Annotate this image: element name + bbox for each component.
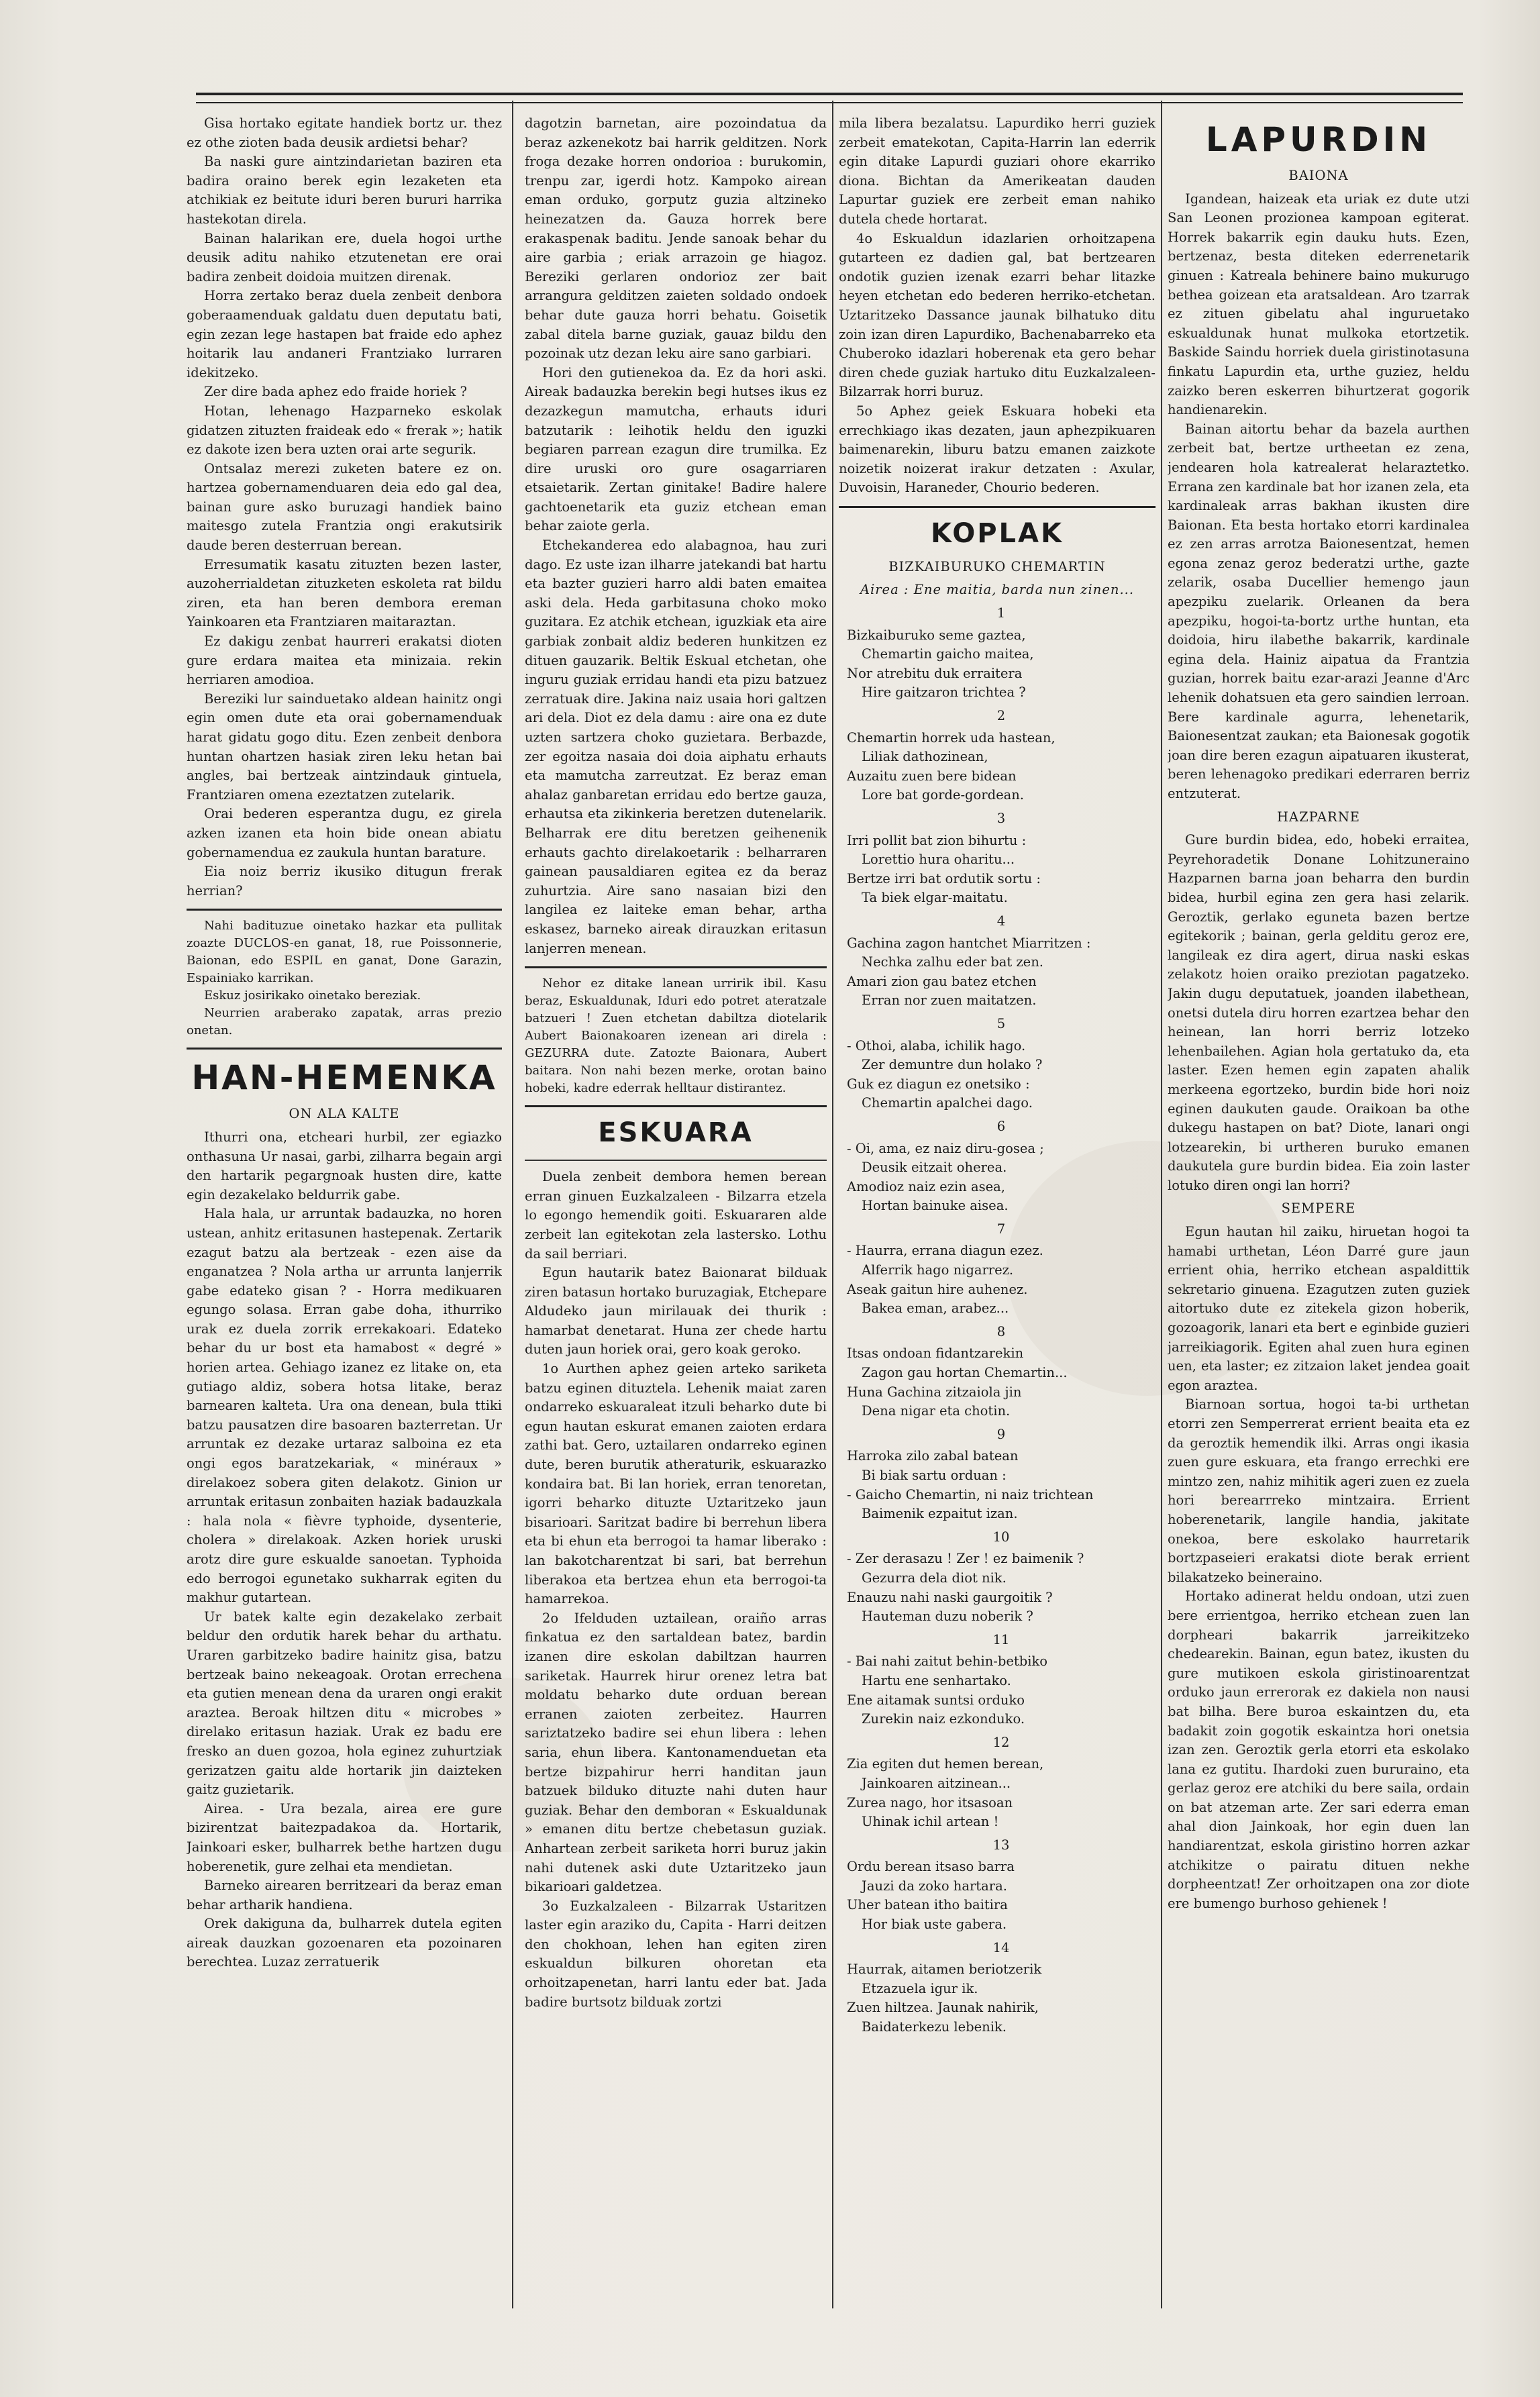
section-rule (187, 1048, 502, 1050)
paragraph: 5o Aphez geiek Eskuara hobeki eta errechkiago ikas dezaten, jaun aphezpikuaren baimenarekin, liburu batzu emanen zaizkote noizetik noizerat irakur detzaten : Axular, Duvoisin, Haraneder, Chourio bederen. (839, 403, 1156, 496)
stanza-number: 11 (992, 1631, 1010, 1647)
paragraph: Hotan, lehenago Hazparneko eskolak gidatzen zituzten fraideak edo « frerak »; hatik ez dakote izen bera uzten orai arte segurik. (187, 403, 502, 458)
verse-line: Zurea nago, hor itsasoan (847, 1794, 1013, 1810)
paragraph: Eia noiz berriz ikusiko ditugun frerak herrian? (187, 864, 502, 899)
song-title: BIZKAIBURUKO CHEMARTIN (888, 558, 1106, 574)
column-2 (525, 114, 827, 2329)
paragraph: Gisa hortako egitate handiek bortz ur. thez ez othe zioten bada deusik ardietsi behar? (187, 115, 502, 150)
verse-line: Guk ez diagun ez onetsiko : (847, 1076, 1030, 1092)
paragraph: Duela zenbeit dembora hemen berean erran ginuen Euzkalzaleen - Bilzarra etzela lo egongo hemendik goiti. Eskuararen alde zerbeit lan egitekotan zela lastersko. Lothu da sail berriari. (525, 1169, 827, 1262)
paragraph: Biarnoan sortua, hogoi ta-bi urthetan etorri zen Semperrerat errient beaita eta ez da geroztik hemendik ilki. Arras ongi ikasia zuen gure eskuara, eta frango errechki ere mintzo zen, nahiz mihitik ageri zuen ez zuela hori berearrreko mintzaira. Errient hoberenetarik, langile handia, jakitate onekoa, bere eskolako haurretarik bortzpaseieri erakatsi diote berak errient bilakatzeko beineraino. (1168, 1396, 1470, 1585)
stanza-number: 14 (992, 1939, 1010, 1955)
verse-line: Liliak dathozinean, (862, 749, 988, 765)
paragraph: Erresumatik kasatu zituzten bezen laster, auzoherrialdetan zituzketen eskoleta rat bildu ziren, eta han beren dembora ereman Yainkoaren eta Frantziaren maitaraztan. (187, 556, 502, 630)
verse-line: Zurekin naiz ezkonduko. (862, 1711, 1025, 1727)
paragraph: Barneko airearen berritzeari da beraz eman behar artharik handiena. (187, 1878, 502, 1912)
verse-line: Gachina zagon hantchet Miarritzen : (847, 935, 1091, 951)
paragraph: Ba naski gure aintzindarietan baziren eta badira oraino berek egin lezaketen eta atchikiak ez beitute iduri beren bururi harrika hastekotan direla. (187, 154, 502, 227)
verse-line: Ene aitamak suntsi orduko (847, 1692, 1025, 1708)
stanza-number: 4 (996, 913, 1006, 929)
verse-line: Huna Gachina zitzaiola jin (847, 1384, 1022, 1400)
verse-line: Hire gaitzaron trichtea ? (862, 684, 1026, 701)
section-title-koplak: KOPLAK (931, 517, 1064, 549)
ad-line: Neurrien araberako zapatak, arras prezio onetan. (187, 1006, 502, 1038)
ad-line: Eskuz josirikako oinetako bereziak. (204, 988, 421, 1003)
section-rule (839, 506, 1156, 508)
verse-line: Aseak gaitun hire auhenez. (847, 1281, 1028, 1297)
advertisement: Nehor ez ditake lanean urririk ibil. Kasu beraz, Eskualdunak, Iduri edo potret ateratzale batzueri ! Zuen etchetan dabiltza diotelarik Aubert Baionakoaren izenean ari direla : GEZURRA dute. Zatozte Baionara, Aubert baitara. Non nahi bezen merke, orotan baino hobeki, kadre ederrak helltaur distirantez. (525, 976, 827, 1096)
stanza-number: 13 (992, 1837, 1010, 1853)
column-divider (832, 101, 833, 2308)
verse-line: Lorettio hura oharitu... (862, 852, 1015, 868)
verse-line: Chemartin apalchei dago. (862, 1095, 1033, 1111)
paragraph: Bainan aitortu behar da bazela aurthen zerbeit bat, bertze urtheetan ez zena, jendearen hola katrealerat helaraztetko. Errana zen kardinale bat hor izanen zela, eta kardinaleak arras bakhan ikusten dire Baionan. Eta besta hortako etorri kardinalea ez zen arras arrotza Baionesentzat, hemen egona zenaz geroz bederatzi urthe, gazte zelarik, osaba Ducellier hemengo jaun apezpiku zuelarik. Orleanen da bera apezpiku, hogoi-ta-bortz urthe huntan, eta doidoia, hiru ilabethe bakarrik, kardinale egina dela. Hainiz aipatua da Frantzia guzian, horrek baitu ezar-arazi Jeanne d'Arc lehenik dohatsuen eta gero saindien lerroan. Bere kardinale agurra, lehenetarik, Baionesentzat zaukan; eta Baionesak gogotik joan dire beren ezagun aipatuaren ikusterat, beren lehenagoko predikari ederraren berriz entzuterat. (1168, 421, 1470, 801)
stanza-number: 7 (996, 1221, 1006, 1237)
paragraph: Egun hautarik batez Baionarat bilduak ziren batasun hortako buruzagiak, Etchepare Aldudeko jaun mirilauak dei thurik : hamarbat denetarat. Huna zer chede hartu duten jaun horiek orai, gero koak geroko. (525, 1265, 827, 1358)
verse-line: Zer demuntre dun holako ? (862, 1057, 1043, 1073)
verse-line: Deusik eitzait oherea. (862, 1160, 1007, 1176)
verse-line: Jainkoaren aitzinean... (862, 1775, 1011, 1791)
verse-line: Auzaitu zuen bere bidean (847, 768, 1017, 784)
section-rule (525, 1105, 827, 1107)
verse-line: Hor biak uste gabera. (862, 1917, 1007, 1933)
paragraph: Etchekanderea edo alabagnoa, hau zuri dago. Ez uste izan ilharre jatekandi bat hartu eta bazter guzieri harro aldi baten emaitea aski dela. Heda garbitasuna choko moko guzitara. Ez atchik etchean, iguzkiak eta aire garbiak zonbait aldiz bederen hunkitzen ez dituen gauzarik. Beltik Eskual etchetan, ohe inguru guziak erridau handi eta pizu batzuez zerratuak dire. Jakina naiz usaia hori galtzen ari dela. Diot ez dela damu : aire ona ez dute uzten sartzera choko guzietara. Berbazde, zer egoitza nasaia doi doia aiphatu erhauts eta mamutcha zarreutzat. Ez beraz eman ahalaz ganbaretan erridau edo bertze gauza, erhautsa eta zikinkeria beretzen dutenelarik. Belharrak ere ditu beretzen geihenenik erhauts gachto direlakoetarik : belharraren gainean pausaldiaren egitea ez da beraz zuhurtzia. Aire sano nasaian bizi den langilea ez laiteke eman behar, artha eskasez, barneko aireak dirauzkan eritasun lanjerren menean. (525, 538, 827, 956)
top-rule (196, 93, 1463, 103)
verse-line: - Zer derasazu ! Zer ! ez baimenik ? (847, 1551, 1084, 1567)
stanza-number: 1 (996, 605, 1006, 621)
verse-line: Bi biak sartu orduan : (862, 1468, 1007, 1483)
verse-line: Enauzu nahi naski gaurgoitik ? (847, 1589, 1053, 1605)
verse-line: Zia egiten dut hemen berean, (847, 1756, 1044, 1772)
section-rule (525, 1160, 827, 1161)
verse-line: Dena nigar eta chotin. (862, 1403, 1011, 1419)
column-1 (187, 114, 502, 2329)
verse-line: Uhinak ichil artean ! (862, 1814, 999, 1830)
section-rule (187, 909, 502, 911)
paragraph: dagotzin barnetan, aire pozoindatua da beraz azkenekotz bai harrik gelditzen. Nork froga dezake horren ondorioa : burukomin, trenpu zar, igerdi hotz. Kampoko airean eman orduko, gorputz guzia altzineko heinezatzen da. Gauza horrek bere erakaspenak baditu. Jende sanoak behar du aire garbia ; eriak arrazoin ge hiagoz. Bereziki gerlaren ondorioz zer bait arrangura gelditzen zaieten soldado ondoek behar dute gauza horri behatu. Goisetik zabal ditela barne guziak, gauaz bildu den pozoinak utz dezan leku aire sano garbiari. (525, 115, 827, 362)
verse-line: Nor atrebitu duk erraitera (847, 665, 1023, 681)
verse-line: Bertze irri bat ordutik sortu : (847, 870, 1041, 886)
verse-line: Hartu ene senhartako. (862, 1672, 1011, 1688)
verse-line: Uher batean itho baitira (847, 1897, 1008, 1913)
verse-line: - Bai nahi zaitut behin-betbiko (847, 1653, 1048, 1670)
paragraph: Orek dakiguna da, bulharrek dutela egiten aireak dauzkan gozoenaren eta pozoinaren berechtea. Luzaz zerratuerik (187, 1916, 502, 1970)
verse-line: Nechka zalhu eder bat zen. (862, 954, 1043, 970)
verse-line: Hauteman duzu noberik ? (862, 1609, 1033, 1625)
column-divider (512, 101, 513, 2308)
verse-line: - Gaicho Chemartin, ni naiz trichtean (847, 1486, 1094, 1502)
verse-line: Ordu berean itsaso barra (847, 1859, 1015, 1875)
paragraph: Egun hautan hil zaiku, hiruetan hogoi ta hamabi urthetan, Léon Darré gure jaun errient ohia, herriko etchean aspaldittik sekretario ginuena. Ezagutzen zuten guziek aitortuko dute ez zitekela gizon hoberik, gozoagorik, lanari eta bert e eginbide guzieri jarreikiagorik. Egiten ahal zuen hura eginen uen, eta laster; ez zitzaion laket jendea goait egon araztea. (1168, 1224, 1470, 1393)
verse-line: Jauzi da zoko hartara. (862, 1878, 1007, 1894)
stanza-number: 8 (996, 1323, 1006, 1339)
section-heading-baiona: BAIONA (1288, 168, 1349, 183)
paragraph: Hortako adinerat heldu ondoan, utzi zuen bere errientgoa, herriko etchean zuen lan dorpheari bakarrik jarreikitzeko chedearekin. Bainan, egun batez, ikusten du gure mutikoen eskola giristinoarentzat orduko jaun errerorak ez dakiela non nausi bat bilha. Bere buroa eskaintzen du, eta badakit zoin gogotik eskaintza hori onetsia izan zen. Geroztik gerla etorri eta eskolako lana ez gutitu. Ihardoki zuen bururaino, eta gerlaz geroz ere atchiki du bere saila, ordain on bat atzeman arte. Zer sari ederra eman ahal dion Jainkoak, hor egin duen lan handiarentzat, eskola giristino horren azkar atchikitze o pairatu dituen nekhe dorpheentzat! Zer orhoitzapen ona zor diote ere bumengo burhoso gehienek ! (1168, 1588, 1470, 1911)
article-subtitle: ON ALA KALTE (289, 1106, 400, 1122)
song-tune: Airea : Ene maitia, barda nun zinen... (860, 582, 1135, 598)
verse-line: Harroka zilo zabal batean (847, 1448, 1019, 1464)
paragraph: Ithurri ona, etcheari hurbil, zer egiazko onthasuna Ur nasai, garbi, zilharra begain argi den hartarik pegargnoak husten dire, katte egin dezakelako beldurrik gabe. (187, 1129, 502, 1203)
verse-line: Amodioz naiz ezin asea, (847, 1178, 1005, 1194)
paragraph: Gure burdin bidea, edo, hobeki erraitea, Peyrehoradetik Donane Lohitzuneraino Hazparnen barna joan beharra den burdin bidea, hurbil egina zen gera hasi zelarik. Geroztik, gerlako eguneta bazen bertze egitekorik ; bainan, gerla gelditu geroz ere, langileak ez dira agert, dirua naski eskas zelakotz hoien oraiko preziotan pagatzeko. Jakin dugu deputatuek, joanden ilabethean, onetsi dutela diru horren ezartzea behar den heinean, lan horri berriz lotzeko lehenbailehen. Agian hola gertatuko da, eta laster. Ezen hemen egin zapaten ahalik merkeena egortzeko, burdin bide hori noiz eginen daukuten gaude. Oraikoan ba othe dukegu hastapen on bat? Diote, lanari ongi lotzearekin, bi urtheren buruko emanen daukutela gure burdin bidea. Eia zoin laster lotuko diren ongi lan horri? (1168, 832, 1470, 1193)
verse-line: Gezurra dela diot nik. (862, 1570, 1007, 1586)
paragraph: 1o Aurthen aphez geien arteko sariketa batzu eginen dituztela. Lehenik maiat zaren ondarreko eskuaraleat itzuli beharko dute bi egun hautan eskurat emanen zaioten erdara zathi bat. Gero, uztailaren ondarreko eginen dute, beren burutik atheraturik, eskuarazko kondaira bat. Bi lan horiek, erran tenoretan, igorri beharko dituzte Uztaritzeko jaun bisarioari. Saritzat badire bi berrehun libera eta bi ehun eta berrogoi ta hamar liberako : lan bakotcharentzat bi sari, bat berrehun liberakoa eta bertzea ehun eta berrogoi-ta hamarrekoa. (525, 1361, 827, 1607)
ad-line: Nahi badituzue oinetako hazkar eta pullitak zoazte DUCLOS-en ganat, 18, rue Poissonnerie, Baionan, edo ESPIL en ganat, Done Garazin, Espainiako karrikan. (187, 919, 502, 986)
verse-line: Chemartin horrek uda hastean, (847, 729, 1056, 746)
verse-line: - Othoi, alaba, ichilik hago. (847, 1037, 1026, 1054)
stanza-number: 2 (996, 708, 1006, 724)
verse-line: - Oi, ama, ez naiz diru-gosea ; (847, 1140, 1044, 1156)
stanza-number: 9 (996, 1426, 1006, 1442)
paragraph: Hori den gutienekoa da. Ez da hori aski. Aireak badauzka berekin begi hutses ikus ez dezazkegun mamutcha, erhauts iduri batzutarik : leihotik heldu den iguzki begiaren parrean ezagun dire trumilka. Ez dire uruski oro gure osagarriaren etsaietarik. Zertan ginitake! Badire halere gachtoenetarik eta guziz etchean eman behar zaiote gerla. (525, 364, 827, 534)
verse-line: Irri pollit bat zion bihurtu : (847, 832, 1027, 848)
section-heading-sempere: SEMPERE (1281, 1201, 1356, 1217)
verse-line: Bizkaiburuko seme gaztea, (847, 627, 1026, 643)
verse-line: Erran nor zuen maitatzen. (862, 992, 1037, 1009)
section-title-han-hemenka: HAN-HEMENKA (191, 1058, 497, 1098)
poem (847, 604, 1156, 2037)
paragraph: Ez dakigu zenbat haurreri erakatsi dioten gure erdara maitea eta minizaia. rekin herriaren amodioa. (187, 633, 502, 688)
verse-line: Zuen hiltzea. Jaunak nahirik, (847, 2000, 1039, 2016)
stanza-number: 10 (992, 1529, 1010, 1545)
section-heading-hazparne: HAZPARNE (1276, 809, 1361, 825)
verse-line: Baidaterkezu lebenik. (862, 2019, 1007, 2035)
verse-line: Baimenik ezpaitut izan. (862, 1506, 1018, 1522)
paragraph: 3o Euzkalzaleen - Bilzarrak Ustaritzen laster egin araziko du, Capita - Harri deitzen den chokhoan, lehen han egiten ziren eskualdun bilkuren ohoretan eta orhoitzapenetan, harri lantu eder bat. Jada badire burtsotz bilduak zortzi (525, 1898, 827, 2010)
paragraph: Orai bederen esperantza dugu, ez girela azken izanen eta hoin bide onean abiatu gobernamendua ez zaukula huntan barature. (187, 806, 502, 860)
stanza-number: 12 (992, 1734, 1010, 1750)
stanza-number: 5 (996, 1015, 1006, 1031)
paragraph: Ur batek kalte egin dezakelako zerbait beldur den ordutik harek behar du arthatu. Uraren garbitzeko badire hainitz gisa, batzu bertzeak baino nekeagoak. Orotan errechena eta gutien menean dena da uraren ongi erakit araztea. Beroak hiltzen ditu « microbes » direlako eritasun haziak. Urak ez badu ere fresko an duen gozoa, hola eginez zuhurtziak gerizatzen gaitu alde hortarik jin daizteken gaitz guzietarik. (187, 1609, 502, 1798)
paragraph: Bainan halarikan ere, duela hogoi urthe deusik aditu nahiko etzutenetan ere orai badira zenbeit doidoia muitzen direnak. (187, 230, 502, 285)
paragraph: Ontsalaz merezi zuketen batere ez on. hartzea gobernamenduaren deia edo gal dea, bainan gure asko buruzagi handiek baino maitesgo zutela Frantzia ongi erakutsirik daude beren desterruan berean. (187, 460, 502, 554)
paragraph: Hala hala, ur arruntak badauzka, no horen ustean, anhitz eritasunen hastepenak. Zertarik ezagut batzu ala bertzeak - ezen aise da enganatzea ? Nola artha ur arrunta lanjerrik gabe edateko gisan ? - Horra medikuaren egungo solasa. Erran gabe doha, ithurriko urak ez duela zorrik errekakoari. Edateko behar du ur bost eta hamabost « degré » horien artea. Gehiago izanez ez litake on, eta gutiago aldiz, sobera hotsa litake, beraz barnearen kalteta. Ura ona denean, bula ttiki batzu pausatzen dire basoaren bazterretan. Ur arruntak ez dezake urtaraz salboina ez eta ongi egos baratzekariak, « minéraux » direlakoez sobera giten delakotz. Ginion ur arruntak eritasun zonbaiten haziak badauzkala : hala nola « fièvre typhoide, dysenterie, cholera » direlakoak. Azken horiek uruski arotz dire gure eskualde sanoetan. Typhoida edo berrogoi egunetako sukharrak egiten du makhur gutartean. (187, 1206, 502, 1606)
paragraph: Igandean, haizeak eta uriak ez dute utzi San Leonen prozionea kampoan egiterat. Horrek bakarrik egin dauku huts. Ezen, bertzenaz, besta diteken ederrenetarik ginuen : Katreala behinere baino mukurugo bethea goizean eta aratsaldean. Aro tzarrak ez zituen gibelatu ahal inguruetako eskualdunak hunat mulkoka etortzetik. Baskide Saindu horriek duela giristinotasuna finkatu Lapurdin eta, urthe guziez, heldu zaizko beren eskerren bihurtzerat gogorik handienarekin. (1168, 191, 1470, 418)
paragraph: 4o Eskualdun idazlarien orhoitzapena gutarteen ez dadien gal, bat bertzearen ondotik guzien izenak ezarri behar litazke heyen etchetan edo bederen herriko-etchetan. Uztaritzeko Dassance jaunak bilhatuko ditu zoin izan diren Lapurdiko, Bachenabarreko eta Chuberoko idazlari hoberenak eta gero behar diren chede guziak hartuko ditu Euzkalzaleen-Bilzarrak horri buruz. (839, 230, 1156, 400)
verse-line: Amari zion gau batez etchen (847, 973, 1037, 989)
col1-article (187, 114, 502, 901)
verse-line: Ta biek elgar-maitatu. (862, 890, 1008, 906)
verse-line: Alferrik hago nigarrez. (862, 1262, 1014, 1278)
section-rule (525, 966, 827, 968)
advertisement (187, 917, 502, 1039)
verse-line: Lore bat gorde-gordean. (862, 787, 1024, 803)
verse-line: Etzazuela igur ik. (862, 1980, 978, 1996)
paragraph: Horra zertako beraz duela zenbeit denbora goberaamenduak galdatu duen deputatu bati, egin zezan lege hastapen bat fraide edo aphez hoitarik lau andaneri Frantziako lurraren idekitzeko. (187, 288, 502, 380)
verse-line: Chemartin gaicho maitea, (862, 646, 1034, 662)
verse-line: Hortan bainuke aisea. (862, 1198, 1009, 1214)
section-title-lapurdin: LAPURDIN (1205, 120, 1432, 159)
paragraph: 2o Ifelduden uztailean, oraiño arras finkatua ez den sartaldean batez, bardin izanen dire eskolan dabiltzan haurren sariketak. Haurrek hirur orenez letra bat moldatu beharko dute orduan berean erranen zaioten zerbeitez. Haurren sariztatzeko badire sei ehun libera : lehen saria, ehun libera. Kantonamenduetan eta bertze bizpahirur herri handitan jaun batzuek bilduko dituzte nahi duten haur guziak. Behar den demboran « Eskualdunak » emanen ditu bertze chebetasun guziak. Anhartean zerbeit sariketa horri buruz jakin nahi dutenek aski dute Uztaritzeko jaun bikarioari galdetzea. (525, 1610, 827, 1895)
verse-line: Itsas ondoan fidantzarekin (847, 1345, 1024, 1362)
verse-line: Bakea eman, arabez... (862, 1300, 1009, 1317)
stanza-number: 3 (996, 811, 1006, 826)
paragraph: Bereziki lur sainduetako aldean hainitz ongi egin omen dute eta orai gobernamenduak harat gidatu gogo ditu. Ezen zenbeit denbora huntan ohartzen hasiak ziren leku hetan bai angles, bai bertzeak aintzindauk gintuela, Frantziaren omena ezeztatzen zutelarik. (187, 691, 502, 803)
paragraph: mila libera bezalatsu. Lapurdiko herri guziek zerbeit ematekotan, Capita-Harrin lan ederrik egin ditake Lapurdi guziari ohore ekarriko diona. Bichtan da Amerikeatan dauden Lapurtar guziek ere zerbeit eman nahiko dutela chede hortarat. (839, 115, 1156, 227)
paragraph: Zer dire bada aphez edo fraide horiek ? (204, 384, 467, 400)
column-4 (1168, 114, 1470, 2329)
verse-line: - Haurra, errana diagun ezez. (847, 1243, 1043, 1259)
section-title-eskuara: ESKUARA (598, 1117, 754, 1149)
stanza-number: 6 (996, 1118, 1006, 1134)
column-divider (1161, 101, 1162, 2308)
verse-line: Zagon gau hortan Chemartin... (862, 1365, 1068, 1381)
column-3 (839, 114, 1156, 2329)
paragraph: Airea. - Ura bezala, airea ere gure bizirentzat baitezpadakoa da. Hortarik, Jainkoari esker, bulharrek bethe hartzen dugu hoberenetik, gure zelhai eta mendietan. (187, 1800, 502, 1874)
verse-line: Haurrak, aitamen beriotzerik (847, 1961, 1042, 1978)
